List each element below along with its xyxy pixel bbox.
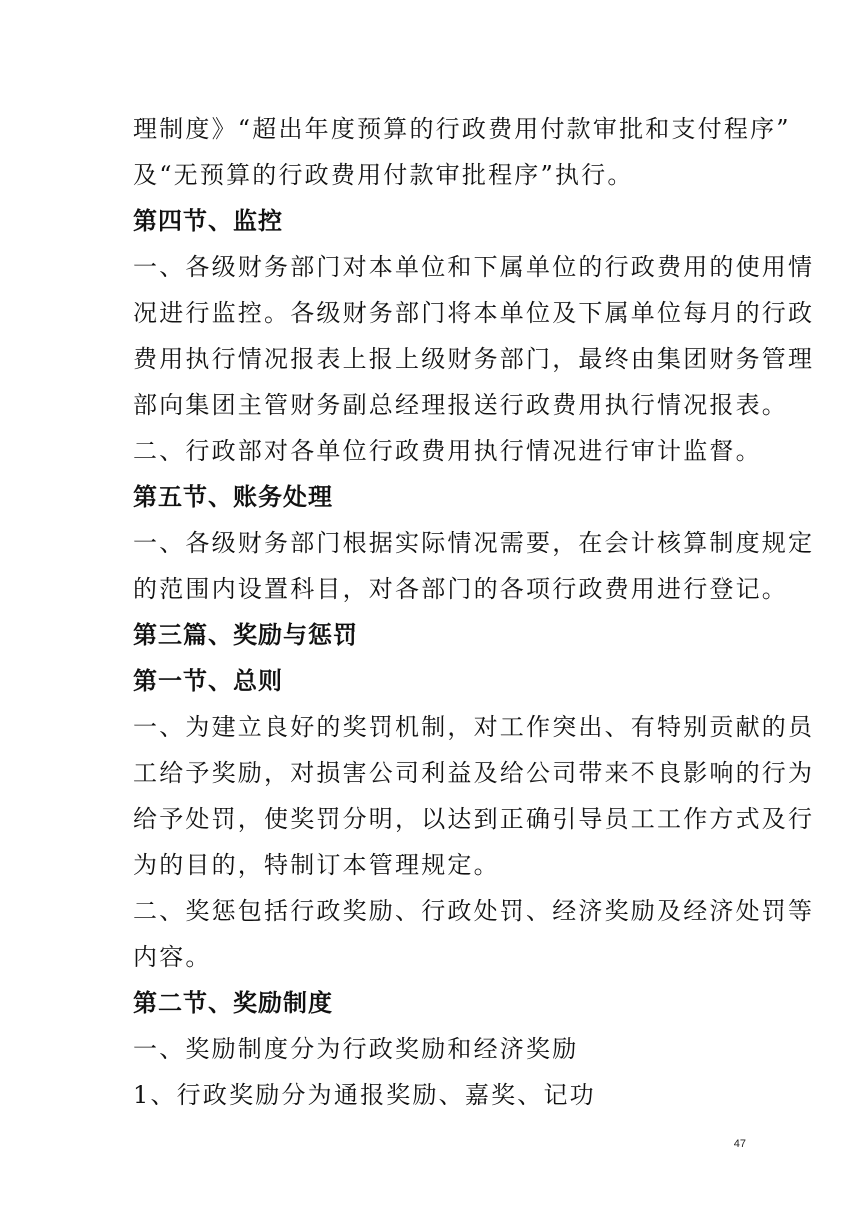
text-line: 内容。 <box>133 943 212 971</box>
text-line: 1、行政奖励分为通报奖励、嘉奖、记功 <box>133 1081 596 1109</box>
text-line: 给予处罚，使奖罚分明，以达到正确引导员工工作方式及行 <box>133 805 815 833</box>
section-heading: 第四节、监控 <box>133 207 283 235</box>
text-line: 部向集团主管财务副总经理报送行政费用执行情况报表。 <box>133 391 788 419</box>
text-line: 一、各级财务部门根据实际情况需要，在会计核算制度规定 <box>133 529 815 557</box>
text-line: 费用执行情况报表上报上级财务部门，最终由集团财务管理 <box>133 345 815 373</box>
text-line: 二、奖惩包括行政奖励、行政处罚、经济奖励及经济处罚等 <box>133 897 815 925</box>
text-line: 的范围内设置科目，对各部门的各项行政费用进行登记。 <box>133 575 788 603</box>
text-line: 一、各级财务部门对本单位和下属单位的行政费用的使用情 <box>133 253 815 281</box>
text-line: 一、奖励制度分为行政奖励和经济奖励 <box>133 1035 579 1063</box>
text-line: 及“无预算的行政费用付款审批程序”执行。 <box>133 161 634 189</box>
text-line: 况进行监控。各级财务部门将本单位及下属单位每月的行政 <box>133 299 815 327</box>
text-line: 为的目的，特制订本管理规定。 <box>133 851 500 879</box>
text-line: 二、行政部对各单位行政费用执行情况进行审计监督。 <box>133 437 762 465</box>
section-heading: 第一节、总则 <box>133 667 283 695</box>
section-heading: 第二节、奖励制度 <box>133 989 333 1017</box>
text-line: 工给予奖励，对损害公司利益及给公司带来不良影响的行为 <box>133 759 815 787</box>
text-line: 一、为建立良好的奖罚机制，对工作突出、有特别贡献的员 <box>133 713 815 741</box>
text-line: 理制度》“超出年度预算的行政费用付款审批和支付程序” <box>133 115 791 143</box>
section-heading: 第五节、账务处理 <box>133 483 333 511</box>
page-number: 47 <box>733 1138 746 1150</box>
part-heading: 第三篇、奖励与惩罚 <box>133 621 358 649</box>
